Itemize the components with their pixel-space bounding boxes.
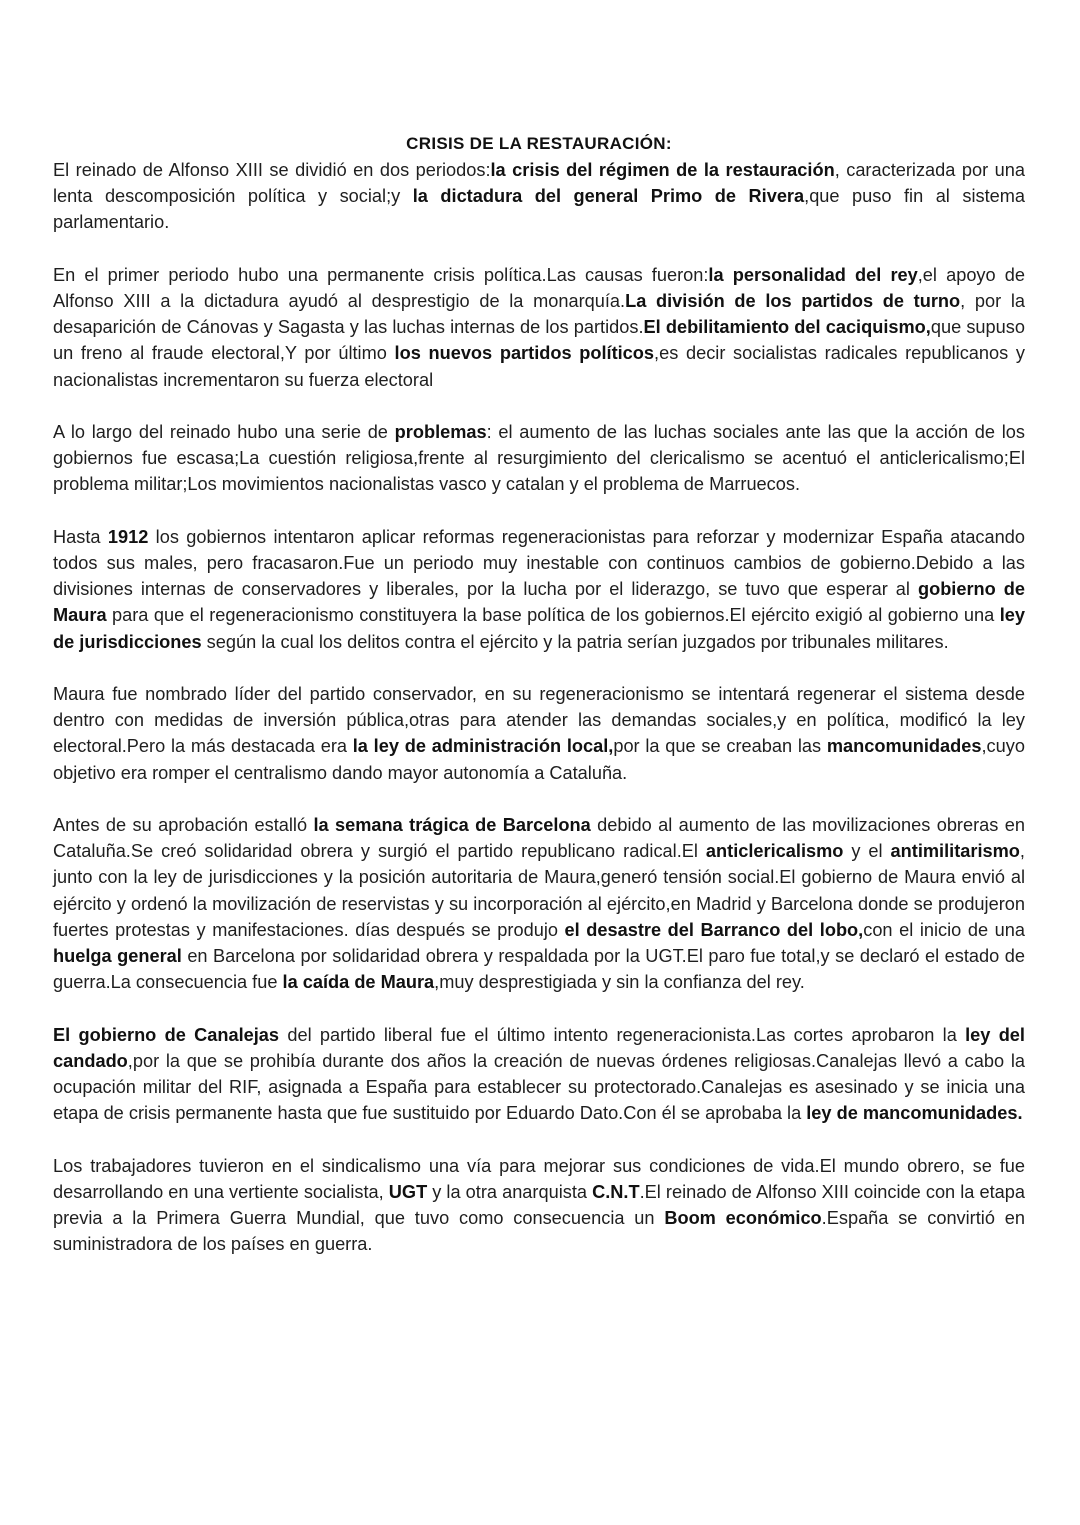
paragraph-2: [53, 262, 1025, 393]
bold-text: 1912: [107, 526, 149, 547]
text-run: del partido liberal fue el último intento regeneracionista.Las cortes aprobaron la: [279, 1024, 966, 1045]
paragraph-7: [53, 1022, 1025, 1127]
text-run: Antes de su aprobación estalló: [53, 815, 314, 835]
bold-text: ley de mancomunidades.: [806, 1103, 1023, 1124]
text-run: ,por la que se prohibía durante dos años la creación de nuevas órdenes religiosas.Canalejas llevó a cabo la ocupación militar del RIF, asignada a España para establecer su protectorado.Canalejas es asesinado y se inicia una etapa de crisis permanente hasta que fue sustituido por Eduardo Dato.Con él se aprobaba la: [53, 1050, 1025, 1124]
text-run: Los trabajadores tuvieron en el sindicalismo una vía para mejorar sus condiciones de vida.El mundo obrero, se fue desarrollando en una vertiente socialista,: [53, 1155, 1025, 1202]
text-run: , por la desaparición de Cánovas y Sagasta y las luchas internas de los partidos.: [53, 291, 1025, 338]
text-run: , caracterizada por una lenta descomposición política y social;y: [53, 160, 1025, 207]
text-run: y la otra anarquista: [427, 1181, 593, 1202]
text-run: : el aumento de las luchas sociales ante las que la acción de los gobiernos fue escasa;La cuestión religiosa,frente al resurgimiento del clericalismo se acentuó el anticlericalismo;El problema militar;Los movimientos nacionalistas vasco y catalan y el problema de Marruecos.: [53, 422, 1026, 495]
bold-text: la caída de Maura: [282, 972, 435, 993]
bold-text: la dictadura del general Primo de Rivera: [412, 186, 805, 207]
text-run: ,el apoyo de Alfonso XIII a la dictadura ayudó al desprestigio de la monarquía.: [53, 264, 1025, 311]
text-run: los gobiernos intentaron aplicar reformas regeneracionistas para reforzar y modernizar España atacando todos sus males, pero fracasaron.Fue un periodo muy inestable con continuos cambios de gobierno.Debido a las divisiones internas de conservadores y liberales, por la lucha por el liderazgo, se tuvo que esperar al: [53, 526, 1025, 600]
bold-text: antimilitarismo: [890, 841, 1020, 862]
text-run: que supuso un freno al fraude electoral,Y por último: [53, 317, 1025, 364]
paragraph-8: [53, 1153, 1025, 1258]
text-run: debido al aumento de las movilizaciones obreras en Cataluña.Se creó solidaridad obrera y surgió el partido republicano radical.El: [53, 815, 1025, 862]
text-run: y el: [843, 841, 891, 862]
bold-text: la personalidad del rey: [708, 264, 918, 285]
bold-text: La división de los partidos de turno: [625, 291, 961, 311]
text-run: con el inicio de una: [863, 919, 1025, 940]
paragraph-5: [53, 681, 1025, 786]
text-run: en Barcelona por solidaridad obrera y respaldada por la UGT.El paro fue total,y se declaró el estado de guerra.La consecuencia fue: [53, 946, 1025, 993]
bold-text: anticlericalismo: [705, 841, 844, 862]
bold-text: C.N.T: [592, 1181, 640, 1202]
bold-text: UGT: [388, 1181, 428, 1202]
text-run: En el primer periodo hubo una permanente crisis política.Las causas fueron:: [53, 264, 709, 285]
bold-text: ley de jurisdicciones: [53, 605, 1025, 652]
document-page: [53, 131, 1025, 1284]
document-body: [53, 157, 1025, 1257]
bold-text: la semana trágica de Barcelona: [313, 815, 591, 835]
text-run: , junto con la ley de jurisdicciones y la posición autoritaria de Maura,generó tensión social.El gobierno de Maura envió al ejército y ordenó la movilización de reservistas y su incorporación al ejército,en Madrid y Barcelona donde se produjeron fuertes protestas y manifestaciones. días después se produjo: [53, 841, 1025, 940]
paragraph-3: [53, 419, 1025, 498]
bold-text: El debilitamiento del caciquismo,: [643, 317, 931, 338]
paragraph-6: [53, 812, 1025, 995]
text-run: Maura fue nombrado líder del partido conservador, en su regeneracionismo se intentará regenerar el sistema desde dentro con medidas de inversión pública,otras para atender las demandas sociales,y en política, modificó la ley electoral.Pero la más destacada era: [53, 684, 1025, 757]
text-run: por la que se creaban las: [613, 736, 827, 757]
document-title: CRISIS DE LA RESTAURACIÓN:: [406, 134, 672, 153]
bold-text: ley del candado: [53, 1024, 1025, 1071]
text-run: A lo largo del reinado hubo una serie de: [53, 422, 395, 442]
text-run: ,es decir socialistas radicales republicanos y nacionalistas incrementaron su fuerza electoral: [53, 343, 1025, 390]
bold-text: el desastre del Barranco del lobo,: [564, 919, 864, 940]
bold-text: los nuevos partidos políticos: [394, 343, 655, 364]
paragraph-4: [53, 524, 1025, 655]
text-run: según la cual los delitos contra el ejército y la patria serían juzgados por tribunales militares.: [201, 631, 949, 652]
text-run: ,muy desprestigiada y sin la confianza del rey.: [434, 972, 805, 993]
bold-text: problemas: [394, 422, 487, 442]
bold-text: Boom económico: [664, 1208, 822, 1229]
bold-text: huelga general: [53, 946, 182, 967]
bold-text: gobierno de Maura: [53, 579, 1025, 626]
bold-text: El gobierno de Canalejas: [53, 1024, 280, 1045]
bold-text: la ley de administración local,: [352, 736, 614, 757]
text-run: ,que puso fin al sistema parlamentario.: [53, 186, 1026, 233]
text-run: .España se convirtió en suministradora de los países en guerra.: [53, 1208, 1025, 1255]
text-run: Hasta: [53, 526, 108, 547]
text-run: para que el regeneracionismo constituyera la base política de los gobiernos.El ejército exigió al gobierno una: [106, 605, 1000, 626]
paragraph-1: [53, 157, 1025, 236]
bold-text: mancomunidades: [826, 736, 982, 757]
bold-text: la crisis del régimen de la restauración: [490, 160, 835, 180]
text-run: El reinado de Alfonso XIII se dividió en dos periodos:: [53, 160, 491, 180]
text-run: ,cuyo objetivo era romper el centralismo dando mayor autonomía a Cataluña.: [53, 736, 1025, 783]
text-run: .El reinado de Alfonso XIII coincide con la etapa previa a la Primera Guerra Mundial, que tuvo como consecuencia un: [53, 1181, 1025, 1229]
